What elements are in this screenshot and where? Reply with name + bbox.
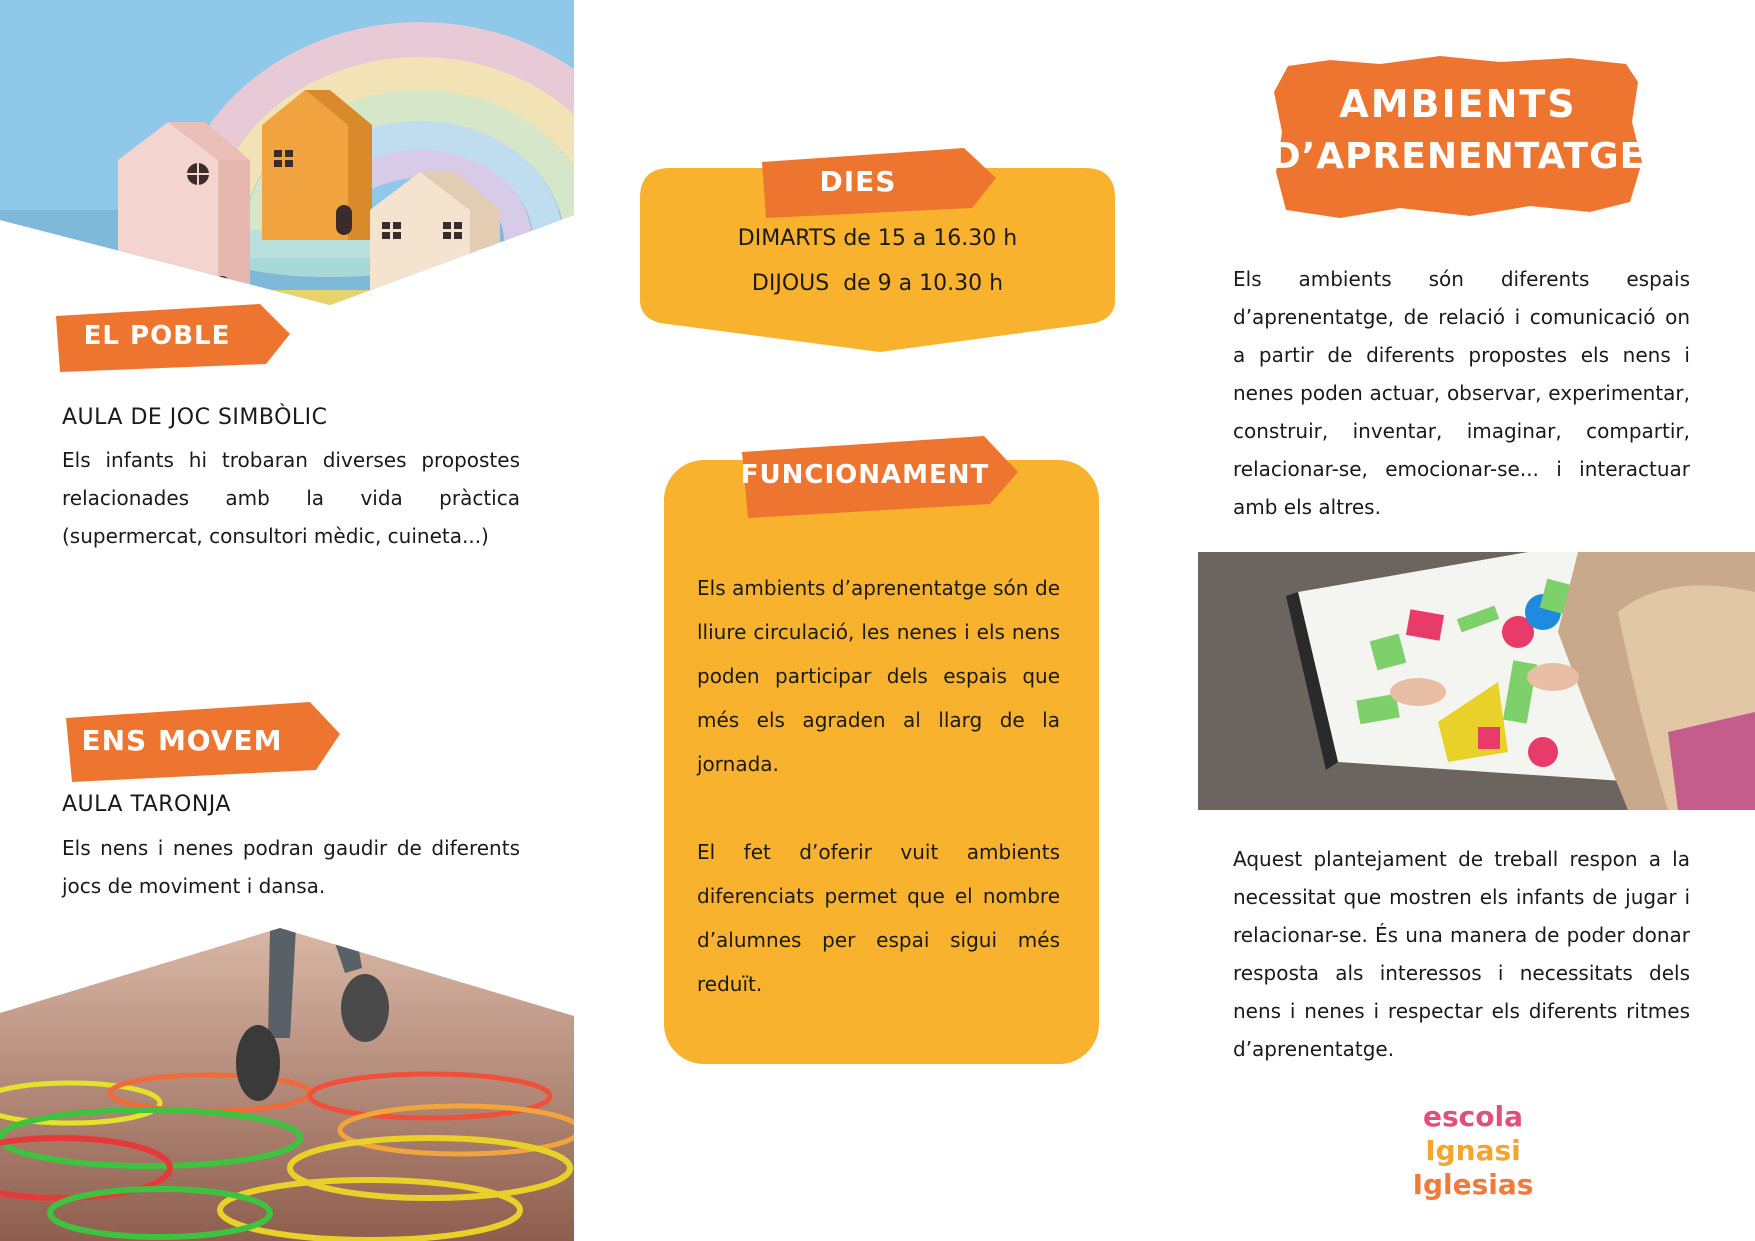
funcionament-paragraph-2: El fet d’oferir vuit ambients diferenciats permet que el nombre d’alumnes per espai sigui més reduït. (697, 840, 1060, 996)
funcionament-label: FUNCIONAMENT (740, 460, 990, 490)
funcionament-paragraph-1: Els ambients d’aprenentatge són de lliure circulació, les nenes i els nens poden participar dels espais que més els agraden al llarg de la jornada. (697, 576, 1060, 776)
el-poble-text: Els infants hi trobaran diverses propostes relacionades amb la vida pràctica (supermercat, consultori mèdic, cuineta...) (62, 448, 520, 548)
logo-line-2: Ignasi (1425, 1134, 1521, 1167)
ens-movem-title: AULA TARONJA (62, 792, 231, 817)
ens-movem-text: Els nens i nenes podran gaudir de diferents jocs de moviment i dansa. (62, 836, 520, 898)
title-line-1: AMBIENTS (1339, 82, 1577, 126)
dies-label: DIES (819, 164, 897, 198)
dies-tag (758, 144, 998, 218)
el-poble-tag (52, 300, 292, 372)
intro-text: Els ambients són diferents espais d’aprenentatge, de relació i comunicació on a partir de diferents propostes els nens i nenes poden actuar, observar, experimentar, construir, inventar, imaginar, compartir, relacionar-se, emocionar-se... i interactuar amb els altres. (1233, 267, 1690, 519)
light-table-photo (1198, 552, 1755, 810)
ens-movem-label: ENS MOVEM (81, 723, 283, 757)
logo-line-3: Iglesias (1412, 1168, 1534, 1201)
el-poble-label: EL POBLE (83, 321, 231, 351)
ens-movem-tag (62, 698, 342, 782)
funcionament-tag (738, 432, 1020, 518)
el-poble-title: AULA DE JOC SIMBÒLIC (62, 405, 328, 430)
school-logo (1398, 1100, 1548, 1202)
houses-photo (0, 0, 574, 305)
dies-line-1: DIMARTS de 15 a 16.30 h (737, 226, 1018, 251)
logo-line-1: escola (1423, 1100, 1523, 1133)
dies-line-2: DIJOUS de 9 a 10.30 h (751, 271, 1004, 296)
title-line-2: D’APRENENTATGE (1270, 136, 1646, 177)
closing-text: Aquest plantejament de treball respon a la necessitat que mostren els infants de jugar i relacionar-se. És una manera de poder donar resposta als interessos i necessitats dels nens i nenes i respectar els diferents ritmes d’aprenentatge. (1233, 847, 1690, 1061)
hoops-photo (0, 928, 574, 1241)
